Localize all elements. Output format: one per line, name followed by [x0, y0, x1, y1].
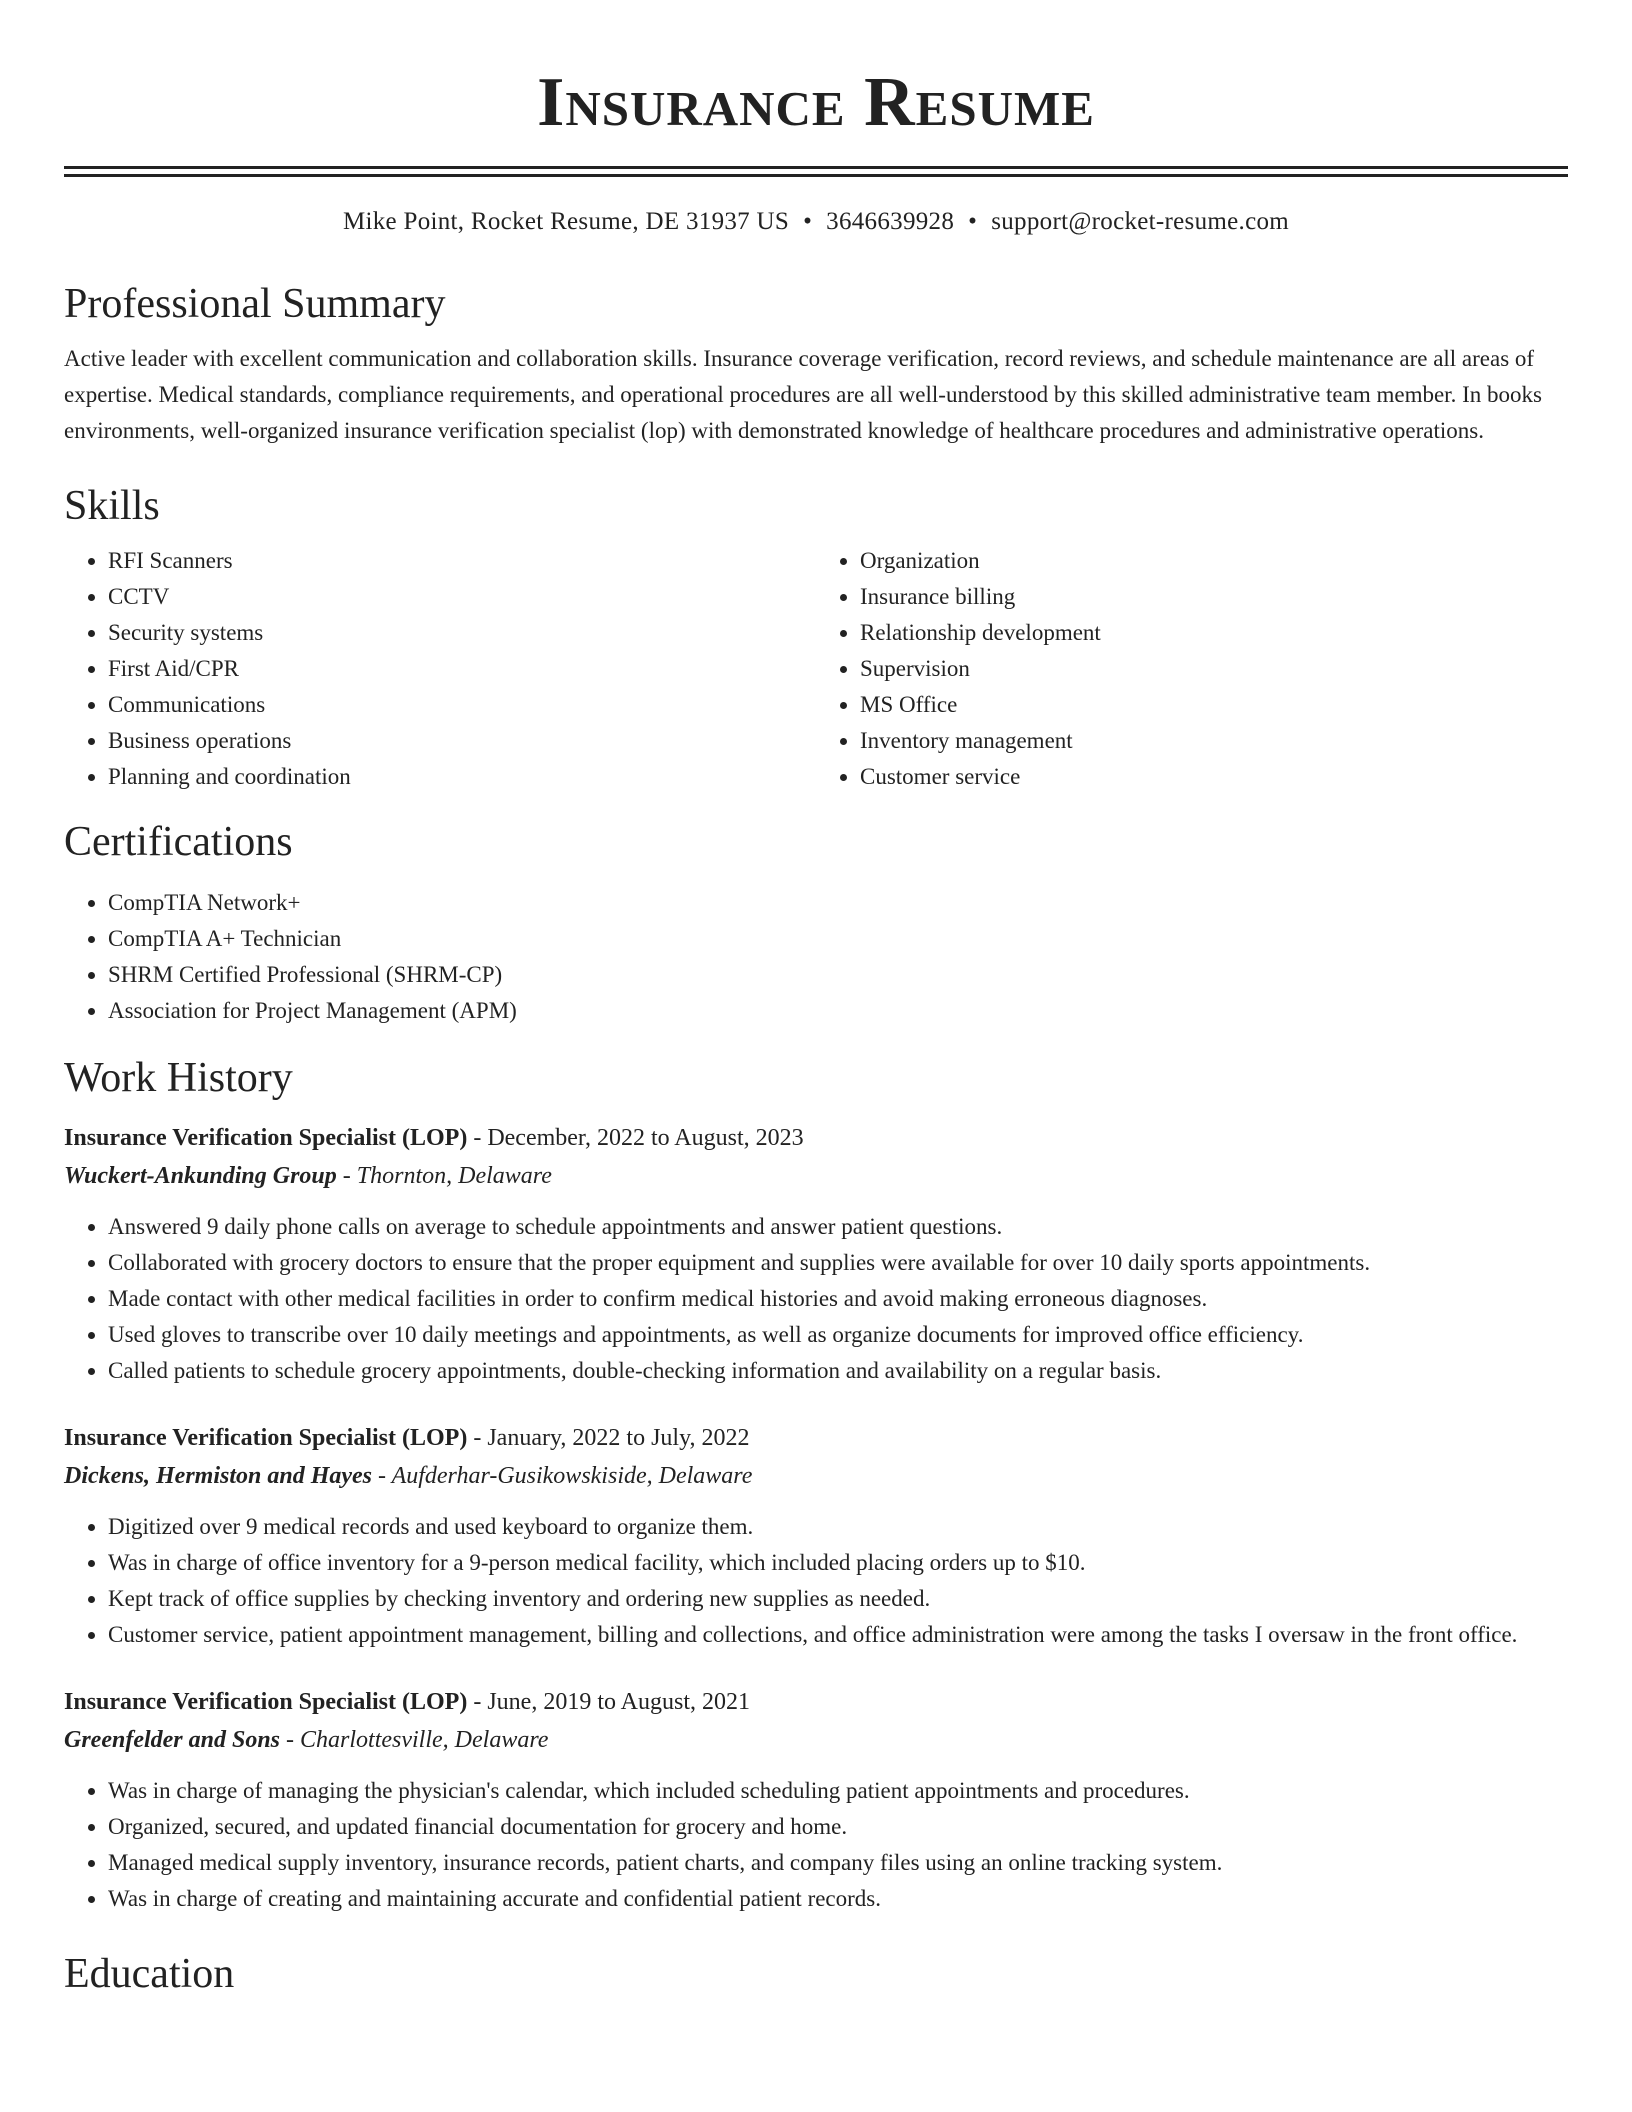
job-bullet: • Made contact with other medical facilities in order to confirm medical histories and avoid making erroneous diagnoses. — [108, 1281, 1568, 1317]
job-title: Insurance Verification Specialist (LOP) — [64, 1425, 468, 1451]
skills-left-list — [64, 543, 816, 795]
job-bullet: • Managed medical supply inventory, insurance records, patient charts, and company files using an online tracking system. — [108, 1845, 1568, 1881]
job-bullet: • Kept track of office supplies by checking inventory and ordering new supplies as needed. — [108, 1581, 1568, 1617]
job-title-line — [64, 1119, 1568, 1157]
job-bullet: • Digitized over 9 medical records and used keyboard to organize them. — [108, 1509, 1568, 1545]
skill-item: • Customer service — [860, 759, 1568, 795]
job-location: - Thornton, Delaware — [342, 1163, 552, 1189]
contact-separator: • — [803, 208, 813, 235]
job-bullet: • Used gloves to transcribe over 10 daily meetings and appointments, as well as organize documents for improved office efficiency. — [108, 1317, 1568, 1353]
summary-heading: Professional Summary — [64, 281, 446, 327]
summary-text: Active leader with excellent communication and collaboration skills. Insurance coverage verification, record reviews, and schedule maintenance are all areas of expertise. Medical standards, compliance requirements, and operational procedures are all well-understood by this skilled administrative team member. In books environments, well-organized insurance verification specialist (lop) with demonstrated knowledge of healthcare procedures and administrative operations. — [64, 346, 1542, 443]
job-dates: - June, 2019 to August, 2021 — [473, 1689, 750, 1715]
skill-item: • MS Office — [860, 687, 1568, 723]
skill-item: • Planning and coordination — [108, 759, 816, 795]
certifications-heading: Certifications — [64, 819, 293, 865]
skill-item: • CCTV — [108, 579, 816, 615]
skill-item: • Communications — [108, 687, 816, 723]
job-bullets — [64, 1773, 1568, 1917]
contact-address: Mike Point, Rocket Resume, DE 31937 US — [342, 208, 790, 235]
job-company-line — [64, 1721, 1568, 1759]
certification-item: • CompTIA Network+ — [108, 885, 1568, 921]
job-title: Insurance Verification Specialist (LOP) — [64, 1689, 468, 1715]
contact-line — [64, 205, 1568, 239]
job-company: Wuckert-Ankunding Group — [64, 1163, 337, 1189]
certification-item: • CompTIA A+ Technician — [108, 921, 1568, 957]
job-company: Greenfelder and Sons — [64, 1727, 281, 1753]
skill-item: • Inventory management — [860, 723, 1568, 759]
resume-title: Insurance Resume — [537, 64, 1095, 141]
job-title-line — [64, 1419, 1568, 1457]
job-bullet: • Collaborated with grocery doctors to ensure that the proper equipment and supplies were available for over 10 daily sports appointments. — [108, 1245, 1568, 1281]
job-bullet: • Was in charge of creating and maintaining accurate and confidential patient records. — [108, 1881, 1568, 1917]
job-title: Insurance Verification Specialist (LOP) — [64, 1125, 468, 1151]
job-dates: - January, 2022 to July, 2022 — [473, 1425, 750, 1451]
job-company-line — [64, 1457, 1568, 1495]
skill-item: • RFI Scanners — [108, 543, 816, 579]
education-heading: Education — [64, 1951, 235, 1997]
contact-email: support@rocket-resume.com — [991, 208, 1290, 235]
contact-separator: • — [968, 208, 978, 235]
skill-item: • Insurance billing — [860, 579, 1568, 615]
job-company-line — [64, 1157, 1568, 1195]
job-bullet: • Customer service, patient appointment management, billing and collections, and office administration were among the tasks I oversaw in the front office. — [108, 1617, 1568, 1653]
skill-item: • Supervision — [860, 651, 1568, 687]
skill-item: • Business operations — [108, 723, 816, 759]
job-location: - Aufderhar-Gusikowskiside, Delaware — [378, 1463, 753, 1489]
job-bullet: • Organized, secured, and updated financial documentation for grocery and home. — [108, 1809, 1568, 1845]
skill-item: • First Aid/CPR — [108, 651, 816, 687]
job-bullets — [64, 1509, 1568, 1653]
skills-right-list — [816, 543, 1568, 795]
job-bullet: • Was in charge of managing the physician's calendar, which included scheduling patient appointments and procedures. — [108, 1773, 1568, 1809]
certification-item: • Association for Project Management (APM) — [108, 993, 1568, 1029]
job-entry — [64, 1419, 1568, 1653]
skill-item: • Relationship development — [860, 615, 1568, 651]
job-bullet: • Was in charge of office inventory for a 9-person medical facility, which included placing orders up to $10. — [108, 1545, 1568, 1581]
skill-item: • Organization — [860, 543, 1568, 579]
certification-item: • SHRM Certified Professional (SHRM-CP) — [108, 957, 1568, 993]
skills-columns — [64, 543, 1568, 795]
title-double-rule — [64, 166, 1568, 177]
job-location: - Charlottesville, Delaware — [286, 1727, 549, 1753]
job-bullet: • Answered 9 daily phone calls on average to schedule appointments and answer patient questions. — [108, 1209, 1568, 1245]
contact-phone: 3646639928 — [826, 208, 955, 235]
job-dates: - December, 2022 to August, 2023 — [473, 1125, 804, 1151]
work-history-heading: Work History — [64, 1055, 293, 1101]
job-entry — [64, 1119, 1568, 1389]
job-bullets — [64, 1209, 1568, 1389]
job-bullet: • Called patients to schedule grocery appointments, double-checking information and availability on a regular basis. — [108, 1353, 1568, 1389]
skill-item: • Security systems — [108, 615, 816, 651]
skills-heading: Skills — [64, 483, 160, 529]
certifications-list — [64, 885, 1568, 1029]
job-company: Dickens, Hermiston and Hayes — [64, 1463, 373, 1489]
job-entry — [64, 1683, 1568, 1917]
job-title-line — [64, 1683, 1568, 1721]
